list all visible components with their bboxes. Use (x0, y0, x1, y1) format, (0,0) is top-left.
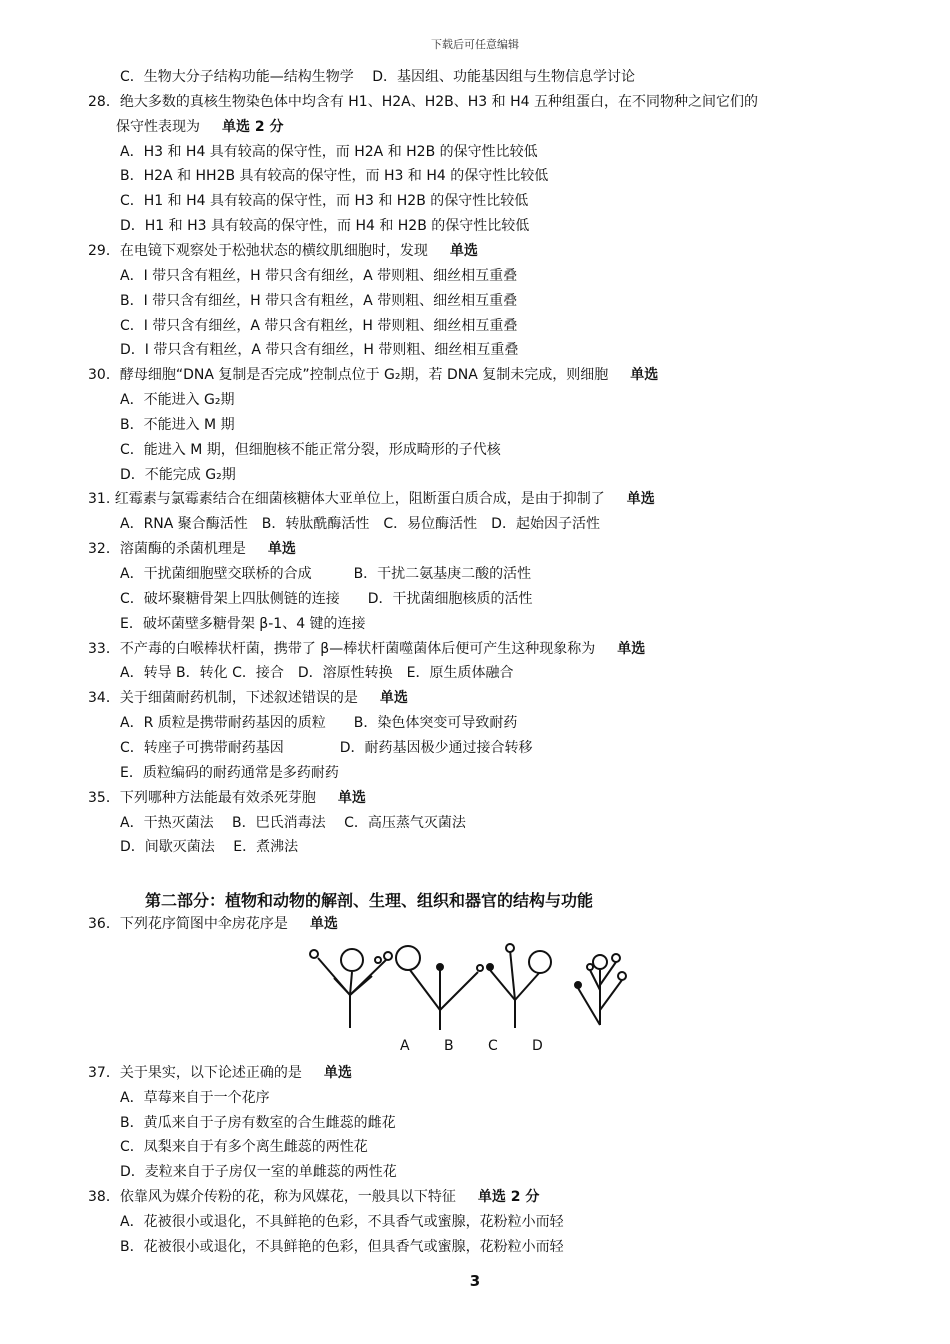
question-type-tag: 单选 (449, 242, 478, 259)
line-text: C．H1 和 H4 具有较高的保守性，而 H3 和 H2B 的保守性比较低 (120, 193, 529, 210)
question-stem (88, 1063, 352, 1083)
line-text: A．花被很小或退化，不具鲜艳的色彩，不具香气或蜜腺，花粉粒小而轻 (120, 1213, 564, 1230)
line-text: 31. 红霉素与氯霉素结合在细菌核糖体大亚单位上，阻断蛋白质合成，是由于抑制了 (88, 491, 605, 508)
answer-option (120, 266, 517, 286)
line-text: 32．溶菌酶的杀菌机理是 (88, 541, 246, 558)
answer-option (120, 813, 466, 833)
line-text: B．I 带只含有细丝，H 带只含有粗丝，A 带则粗、细丝相互重叠 (120, 292, 518, 309)
answer-option (120, 1113, 396, 1133)
answer-option (120, 216, 529, 236)
line-text: C．生物大分子结构功能—结构生物学 D．基因组、功能基因组与生物信息学讨论 (120, 69, 636, 85)
answer-option (120, 1212, 564, 1232)
question-stem (88, 117, 284, 137)
inflorescence-diagram (300, 940, 660, 1035)
answer-option (120, 614, 366, 634)
line-text: A．RNA 聚合酶活性 B．转肽酰酶活性 C．易位酶活性 D．起始因子活性 (120, 516, 600, 533)
line-text: A．H3 和 H4 具有较高的保守性，而 H2A 和 H2B 的保守性比较低 (120, 143, 538, 160)
question-type-tag: 单选 2 分 (477, 1189, 540, 1205)
line-text: E．破坏菌壁多糖骨架 β-1、4 键的连接 (120, 615, 366, 632)
answer-option (120, 142, 538, 162)
answer-option (120, 564, 531, 584)
answer-option (120, 316, 517, 336)
page-number: 3 (469, 1272, 481, 1290)
question-stem (88, 914, 338, 934)
line-text: A．R 质粒是携带耐药基因的质粒 B．染色体突变可导致耐药 (120, 715, 518, 732)
diagram-label-d: D (532, 1038, 543, 1054)
diagram-labels (400, 1038, 576, 1054)
line-text: C．凤梨来自于有多个离生雌蕊的两性花 (120, 1139, 368, 1156)
line-text: B．花被很小或退化，不具鲜艳的色彩，但具香气或蜜腺，花粉粒小而轻 (120, 1238, 564, 1255)
line-text: 保守性表现为 (88, 118, 200, 135)
answer-option (120, 191, 528, 211)
line-text: B．H2A 和 HH2B 具有较高的保守性，而 H3 和 H4 的保守性比较低 (120, 168, 549, 185)
question-type-tag: 单选 2 分 (222, 118, 284, 135)
line-text: C．破坏聚糖骨架上四肽侧链的连接 D．干扰菌细胞核质的活性 (120, 590, 533, 607)
answer-option (120, 713, 517, 733)
question-stem (88, 788, 366, 808)
line-text: A．草莓来自于一个花序 (120, 1089, 270, 1106)
answer-option (120, 1162, 397, 1182)
line-text: A．不能进入 G₂期 (120, 392, 235, 409)
answer-option (120, 589, 533, 609)
question-stem (88, 241, 478, 261)
diagram-label-a: A (400, 1038, 410, 1054)
line-text: A．I 带只含有粗丝，H 带只含有细丝，A 带则粗、细丝相互重叠 (120, 267, 518, 284)
line-text: D．间歇灭菌法 E．煮沸法 (120, 839, 299, 856)
line-text: 37．关于果实，以下论述正确的是 (88, 1065, 302, 1081)
question-stem (88, 539, 296, 559)
question-type-tag: 单选 (630, 367, 659, 384)
line-text: A．干热灭菌法 B．巴氏消毒法 C．高压蒸气灭菌法 (120, 814, 466, 831)
line-text: A．转导 B．转化 C．接合 D．溶原性转换 E．原生质体融合 (120, 665, 514, 682)
question-stem (88, 639, 645, 659)
diagram-label-c: C (488, 1038, 498, 1054)
line-text: 38．依靠风为媒介传粉的花，称为风媒花，一般具以下特征 (88, 1189, 456, 1205)
section-title: 第二部分：植物和动物的解剖、生理、组织和器官的结构与功能 (145, 891, 594, 910)
line-text: 28．绝大多数的真核生物染色体中均含有 H1、H2A、H2B、H3 和 H4 五种组蛋白，在不同物种之间它们的 (88, 93, 758, 110)
diagram-label-b: B (444, 1038, 454, 1054)
line-text: D．不能完成 G₂期 (120, 466, 236, 483)
line-text: B．不能进入 M 期 (120, 416, 235, 433)
answer-option (120, 440, 501, 460)
question-type-tag: 单选 (379, 690, 408, 707)
answer-option (120, 738, 533, 758)
line-text: 36．下列花序简图中伞房花序是 (88, 916, 288, 932)
answer-option (120, 415, 235, 435)
answer-option (120, 291, 517, 311)
line-text: 30．酵母细胞“DNA 复制是否完成”控制点位于 G₂期，若 DNA 复制未完成，则细胞 (88, 367, 609, 384)
question-stem (88, 489, 655, 509)
page-header: 下载后可任意编辑 (431, 38, 519, 51)
line-text: D．麦粒来自于子房仅一室的单雌蕊的两性花 (120, 1164, 397, 1181)
question-stem (88, 688, 408, 708)
answer-option (120, 390, 235, 410)
answer-option (120, 166, 548, 186)
answer-option (120, 340, 518, 360)
answer-option (120, 465, 236, 485)
answer-option (120, 763, 339, 783)
line-text: 33．不产毒的白喉棒状杆菌，携带了 β—棒状杆菌噬菌体后便可产生这种现象称为 (88, 640, 596, 657)
line-text: D．H1 和 H3 具有较高的保守性，而 H4 和 H2B 的保守性比较低 (120, 218, 530, 235)
answer-option (120, 663, 513, 683)
answer-option (120, 1237, 564, 1257)
question-type-tag: 单选 (337, 789, 366, 806)
line-text: B．黄瓜来自于子房有数室的合生雌蕊的雌花 (120, 1114, 396, 1131)
line-text: D．I 带只含有粗丝，A 带只含有细丝，H 带则粗、细丝相互重叠 (120, 342, 519, 359)
question-stem (88, 365, 658, 385)
line-text: E．质粒编码的耐药通常是多药耐药 (120, 764, 339, 781)
question-type-tag: 单选 (309, 916, 338, 932)
answer-option (120, 1137, 368, 1157)
line-text: C．I 带只含有细丝，A 带只含有粗丝，H 带则粗、细丝相互重叠 (120, 317, 518, 334)
line-text: 34．关于细菌耐药机制，下述叙述错误的是 (88, 690, 358, 707)
answer-option (120, 67, 635, 87)
question-type-tag: 单选 (617, 640, 646, 657)
question-stem (88, 1187, 539, 1207)
line-text: A．干扰菌细胞壁交联桥的合成 B．干扰二氨基庚二酸的活性 (120, 566, 532, 582)
answer-option (120, 837, 298, 857)
line-text: 29．在电镜下观察处于松弛状态的横纹肌细胞时，发现 (88, 242, 428, 259)
answer-option (120, 514, 600, 534)
line-text: C．能进入 M 期，但细胞核不能正常分裂，形成畸形的子代核 (120, 441, 501, 458)
question-type-tag: 单选 (626, 491, 655, 508)
question-stem (88, 92, 758, 112)
answer-option (120, 1088, 270, 1108)
question-type-tag: 单选 (323, 1065, 352, 1081)
line-text: C．转座子可携带耐药基因 D．耐药基因极少通过接合转移 (120, 739, 533, 756)
question-type-tag: 单选 (267, 541, 296, 558)
line-text: 35．下列哪种方法能最有效杀死芽胞 (88, 789, 316, 806)
